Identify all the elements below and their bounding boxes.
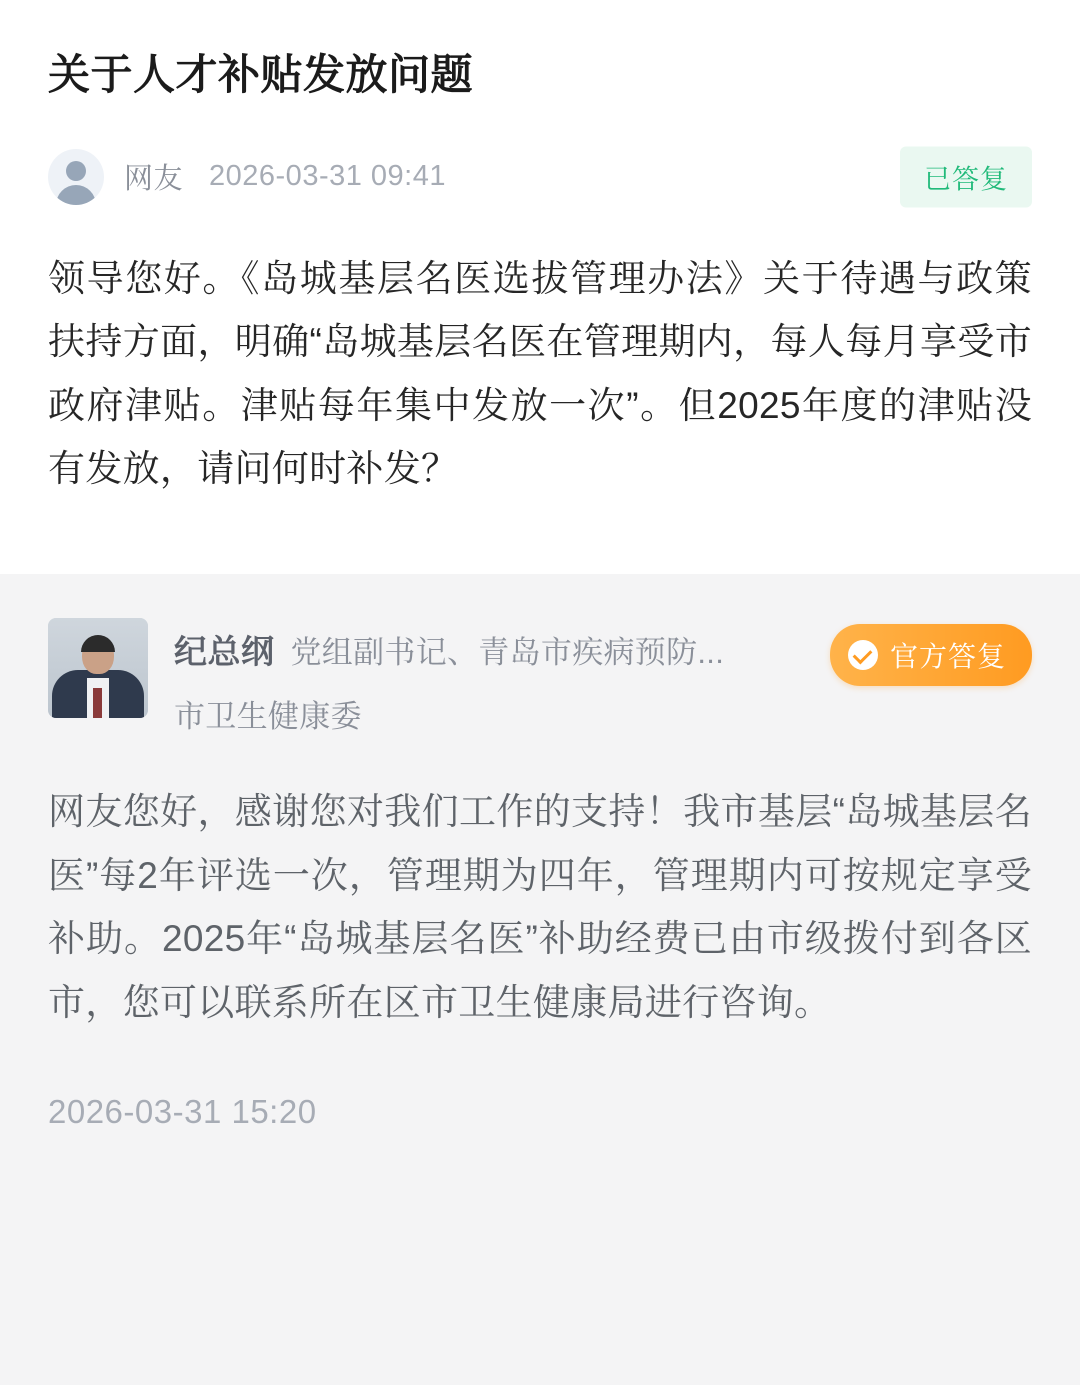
responder-department: 市卫生健康委	[174, 699, 362, 735]
check-circle-icon	[848, 640, 878, 670]
official-reply-badge	[830, 624, 1032, 686]
responder-position: 党组副书记、青岛市疾病预防...	[290, 635, 725, 671]
page-title: 关于人才补贴发放问题	[48, 51, 474, 98]
answer-timestamp: 2026-03-31 15:20	[48, 1092, 317, 1130]
question-section	[0, 0, 1080, 574]
avatar-body-shape	[56, 185, 96, 205]
question-timestamp: 2026-03-31 09:41	[209, 160, 446, 193]
status-badge: 已答复	[900, 146, 1032, 207]
asker-name: 网友	[124, 163, 184, 196]
avatar-head-shape	[66, 161, 86, 181]
responder-avatar	[48, 618, 148, 718]
responder-row	[48, 618, 1032, 736]
question-body-text: 领导您好。《岛城基层名医选拔管理办法》关于待遇与政策扶持方面，明确“岛城基层名医在管理期内，每人每月享受市政府津贴。津贴每年集中发放一次”。但2025年度的津贴没有发放，请问何时补发？	[48, 257, 1032, 490]
answer-body-text: 网友您好，感谢您对我们工作的支持！我市基层“岛城基层名医”每2年评选一次，管理期为四年，管理期内可按规定享受补助。2025年“岛城基层名医”补助经费已由市级拨付到各区市，您可以联系所在区市卫生健康局进行咨询。	[48, 791, 1032, 1023]
answer-section	[0, 574, 1080, 1385]
avatar	[48, 149, 104, 205]
official-reply-badge-label: 官方答复	[889, 641, 1006, 673]
question-meta-row	[48, 149, 1032, 205]
avatar-tie-shape	[93, 688, 102, 718]
responder-name: 纪总纲	[174, 633, 275, 671]
